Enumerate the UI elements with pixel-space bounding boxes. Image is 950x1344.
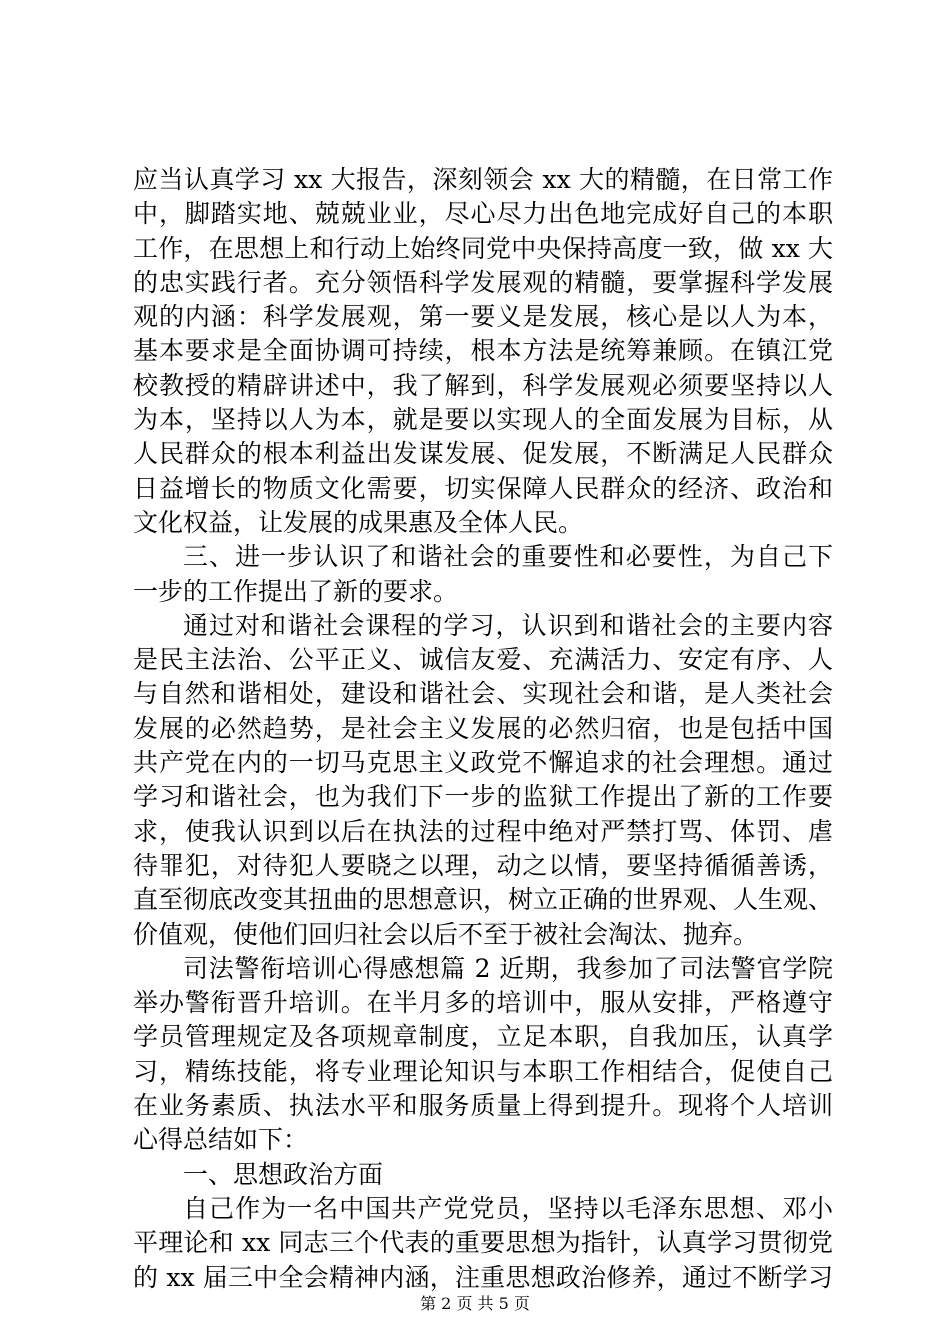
text-line: 人民群众的根本利益出发谋发展、促发展，不断满足人民群众: [133, 439, 833, 469]
text-line: 平理论和 xx 同志三个代表的重要思想为指针，认真学习贯彻党: [133, 1228, 833, 1258]
text-line: 学员管理规定及各项规章制度，立足本职，自我加压，认真学: [133, 1022, 833, 1052]
paragraph-first-line: 通过对和谐社会课程的学习，认识到和谐社会的主要内容: [183, 610, 833, 640]
text-line: 习，精练技能，将专业理论知识与本职工作相结合，促使自己: [133, 1056, 833, 1086]
text-line: 待罪犯，对待犯人要晓之以理，动之以情，要坚持循循善诱，: [133, 850, 833, 880]
text-line: 学习和谐社会，也为我们下一步的监狱工作提出了新的工作要: [133, 782, 833, 812]
section-heading-line: 一、思想政治方面: [183, 1159, 384, 1189]
paragraph-first-line: 司法警衔培训心得感想篇 2 近期，我参加了司法警官学院: [183, 953, 833, 983]
text-line: 基本要求是全面协调可持续，根本方法是统筹兼顾。在镇江党: [133, 336, 833, 366]
text-line: 是民主法治、公平正义、诚信友爱、充满活力、安定有序、人: [133, 645, 833, 675]
text-line: 中，脚踏实地、兢兢业业，尽心尽力出色地完成好自己的本职: [133, 199, 833, 229]
document-body: [133, 163, 833, 1295]
text-line: 校教授的精辟讲述中，我了解到，科学发展观必须要坚持以人: [133, 370, 833, 400]
text-line: 举办警衔晋升培训。在半月多的培训中，服从安排，严格遵守: [133, 988, 833, 1018]
text-line: 直至彻底改变其扭曲的思想意识，树立正确的世界观、人生观、: [133, 885, 834, 915]
text-line: 文化权益，让发展的成果惠及全体人民。: [133, 507, 584, 537]
text-line: 心得总结如下：: [133, 1125, 309, 1155]
text-line: 日益增长的物质文化需要，切实保障人民群众的经济、政治和: [133, 473, 833, 503]
text-line: 共产党在内的一切马克思主义政党不懈追求的社会理想。通过: [133, 748, 833, 778]
text-line: 为本，坚持以人为本，就是要以实现人的全面发展为目标，从: [133, 405, 833, 435]
text-line: 的忠实践行者。充分领悟科学发展观的精髓，要掌握科学发展: [133, 267, 833, 297]
text-line: 工作，在思想上和行动上始终同党中央保持高度一致，做 xx 大: [133, 233, 833, 263]
text-line: 价值观，使他们回归社会以后不至于被社会淘汰、抛弃。: [133, 919, 759, 949]
text-line: 发展的必然趋势，是社会主义发展的必然归宿，也是包括中国: [133, 713, 833, 743]
text-line: 的 xx 届三中全会精神内涵，注重思想政治修养，通过不断学习: [133, 1262, 833, 1292]
page-number-footer: 第 2 页 共 5 页: [420, 1294, 530, 1313]
paragraph-first-line: 自己作为一名中国共产党党员，坚持以毛泽东思想、邓小: [183, 1193, 833, 1223]
text-line: 求，使我认识到以后在执法的过程中绝对严禁打骂、体罚、虐: [133, 816, 833, 846]
text-line: 一步的工作提出了新的要求。: [133, 576, 459, 606]
text-line: 在业务素质、执法水平和服务质量上得到提升。现将个人培训: [133, 1091, 833, 1121]
text-line: 与自然和谐相处，建设和谐社会、实现社会和谐，是人类社会: [133, 679, 833, 709]
text-line: 应当认真学习 xx 大报告，深刻领会 xx 大的精髓，在日常工作: [133, 165, 833, 194]
text-line: 观的内涵：科学发展观，第一要义是发展，核心是以人为本，: [133, 302, 833, 332]
section-heading-line: 三、进一步认识了和谐社会的重要性和必要性，为自己下: [183, 542, 833, 572]
